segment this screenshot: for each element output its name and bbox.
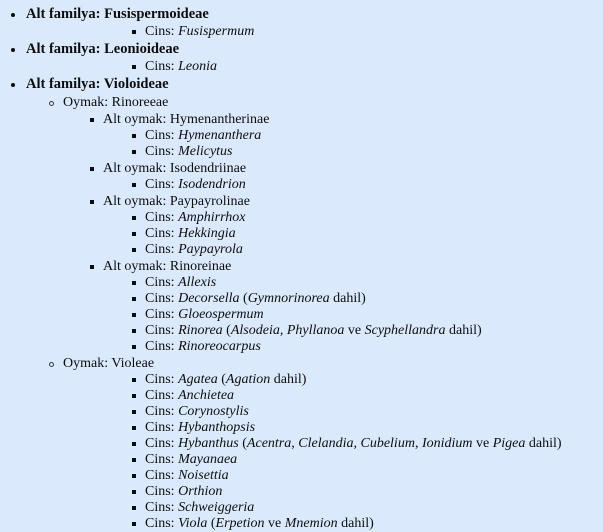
square-bullet-icon [132, 474, 136, 478]
synonym-name: Scyphellandra [364, 323, 446, 338]
synonym-name: Mnemion [284, 516, 338, 531]
taxon-item-genus [0, 323, 603, 339]
taxon-name: Paypayrola [178, 242, 243, 257]
taxon-name: Isodendrion [178, 177, 246, 192]
taxon-name: Hymenantherinae [169, 112, 270, 127]
taxon-rank-label: Cins: [145, 226, 175, 241]
taxon-rank-label: Cins: [145, 307, 175, 322]
taxon-name: Rinoreocarpus [178, 339, 261, 354]
taxon-rank-label: Cins: [145, 144, 175, 159]
taxon-name: Melicytus [178, 144, 233, 159]
taxon-name: Rinoreeae [111, 95, 169, 110]
taxon-subtree [0, 275, 603, 355]
square-bullet-icon [132, 394, 136, 398]
taxon-name: Agatea [178, 372, 218, 387]
taxon-item-genus [0, 210, 603, 226]
taxon-name: Anchietea [178, 388, 235, 403]
square-bullet-icon [132, 134, 136, 138]
taxon-rank-label: Cins: [145, 452, 175, 467]
square-bullet-icon [132, 506, 136, 510]
taxon-subtree [0, 111, 603, 355]
taxonomy-list [0, 5, 603, 532]
taxon-rank-label: Cins: [145, 484, 175, 499]
square-bullet-icon [132, 313, 136, 317]
taxon-item-genus [0, 226, 603, 242]
square-bullet-icon [132, 30, 136, 34]
taxon-sublist [0, 275, 603, 355]
taxon-rank-label: Cins: [145, 468, 175, 483]
taxon-name: Hybanthus [178, 436, 239, 451]
taxon-synonym-note: (Alsodeia, Phyllanoa ve Scyphellandra dahil) [226, 323, 482, 338]
taxon-rank-label: Alt familya: [26, 41, 101, 57]
synonym-name: Phyllanoa [286, 323, 345, 338]
square-bullet-icon [90, 265, 94, 269]
taxon-rank-label: Cins: [145, 436, 175, 451]
taxon-item-subtribe [0, 258, 603, 275]
taxon-synonym-note: (Erpetion ve Mnemion dahil) [210, 516, 374, 531]
square-bullet-icon [132, 410, 136, 414]
square-bullet-icon [132, 281, 136, 285]
square-bullet-icon [90, 167, 94, 171]
synonym-name: Erpetion [215, 516, 265, 531]
taxon-item-genus [0, 452, 603, 468]
taxon-name: Gloeospermum [178, 307, 264, 322]
taxon-synonym-note: (Acentra, Clelandia, Cubelium, Ionidium ve Pigea dahil) [242, 436, 562, 451]
taxon-name: Hybanthopsis [178, 420, 256, 435]
synonym-note-suffix: dahil [448, 323, 477, 338]
synonym-name: Clelandia [298, 436, 354, 451]
square-bullet-icon [132, 248, 136, 252]
taxon-sublist [0, 210, 603, 258]
square-bullet-icon [132, 183, 136, 187]
taxon-item-genus [0, 468, 603, 484]
taxon-rank-label: Cins: [145, 500, 175, 515]
taxon-name: Rinorea [178, 323, 223, 338]
square-bullet-icon [132, 522, 136, 526]
synonym-name: Acentra [246, 436, 292, 451]
taxon-item-subfamily [0, 75, 603, 94]
synonym-name: Gymnorinorea [247, 291, 330, 306]
taxon-item-genus [0, 500, 603, 516]
taxon-synonym-note: (Gymnorinorea dahil) [243, 291, 366, 306]
taxon-rank-label: Cins: [145, 420, 175, 435]
synonym-name: Agation [225, 372, 271, 387]
square-bullet-icon [132, 378, 136, 382]
taxon-subtree [0, 177, 603, 193]
taxon-item-genus [0, 436, 603, 452]
circle-bullet-icon [49, 101, 54, 106]
synonym-name: Alsodeia [230, 323, 280, 338]
taxon-sublist [0, 128, 603, 160]
taxon-sublist [0, 372, 603, 532]
taxon-item-genus [0, 404, 603, 420]
taxon-item-subtribe [0, 160, 603, 177]
taxon-subtree [0, 94, 603, 532]
taxon-name: Schweiggeria [178, 500, 255, 515]
taxon-name: Violoideae [103, 76, 169, 92]
taxon-item-genus [0, 275, 603, 291]
taxon-name: Orthion [178, 484, 223, 499]
taxon-name: Leonia [178, 59, 217, 74]
taxon-rank-label: Alt familya: [26, 6, 101, 22]
taxon-item-genus [0, 291, 603, 307]
synonym-note-suffix: dahil [528, 436, 557, 451]
taxon-rank-label: Alt oymak: [103, 161, 167, 176]
taxon-rank-label: Oymak: [63, 356, 109, 371]
circle-bullet-icon [49, 362, 54, 367]
taxon-name: Paypayrolinae [169, 194, 250, 209]
synonym-note-suffix: dahil [333, 291, 362, 306]
taxon-synonym-note: (Agation dahil) [221, 372, 307, 387]
taxon-item-genus [0, 484, 603, 500]
synonym-note-suffix: dahil [273, 372, 302, 387]
taxon-name: Decorsella [178, 291, 240, 306]
taxon-name: Noisettia [178, 468, 229, 483]
square-bullet-icon [132, 442, 136, 446]
taxon-subtree [0, 59, 603, 75]
taxon-name: Fusispermum [178, 24, 255, 39]
taxon-name: Amphirrhox [178, 210, 246, 225]
taxon-name: Violeae [111, 356, 155, 371]
square-bullet-icon [132, 426, 136, 430]
synonym-name: Pigea [492, 436, 526, 451]
taxon-name: Leonioideae [104, 41, 180, 57]
square-bullet-icon [132, 345, 136, 349]
taxon-item-genus [0, 177, 603, 193]
taxon-rank-label: Cins: [145, 59, 175, 74]
taxon-rank-label: Cins: [145, 323, 175, 338]
taxon-name: Isodendriinae [169, 161, 247, 176]
disc-bullet-icon [11, 13, 15, 17]
taxon-rank-label: Alt oymak: [103, 259, 167, 274]
disc-bullet-icon [11, 83, 15, 87]
taxon-rank-label: Cins: [145, 404, 175, 419]
taxon-item-genus [0, 388, 603, 404]
taxon-name: Rinoreinae [169, 259, 232, 274]
taxon-rank-label: Oymak: [63, 95, 109, 110]
taxon-name: Hekkingia [178, 226, 236, 241]
taxon-rank-label: Cins: [145, 177, 175, 192]
taxon-item-genus [0, 144, 603, 160]
taxon-rank-label: Alt oymak: [103, 112, 167, 127]
synonym-name: Cubelium [360, 436, 415, 451]
square-bullet-icon [132, 65, 136, 69]
taxon-item-genus [0, 307, 603, 323]
taxon-name: Mayanaea [178, 452, 238, 467]
taxon-item-subfamily [0, 5, 603, 24]
taxon-subtree [0, 24, 603, 40]
taxon-subtree [0, 372, 603, 532]
taxon-rank-label: Cins: [145, 516, 175, 531]
taxon-rank-label: Cins: [145, 339, 175, 354]
taxon-rank-label: Alt familya: [26, 76, 101, 92]
taxon-item-genus [0, 128, 603, 144]
taxon-rank-label: Cins: [145, 388, 175, 403]
taxon-item-genus [0, 59, 603, 75]
synonym-note-suffix: dahil [341, 516, 370, 531]
taxon-rank-label: Cins: [145, 291, 175, 306]
taxon-rank-label: Cins: [145, 210, 175, 225]
disc-bullet-icon [11, 48, 15, 52]
square-bullet-icon [132, 458, 136, 462]
taxon-item-genus [0, 24, 603, 40]
taxon-rank-label: Cins: [145, 372, 175, 387]
square-bullet-icon [90, 200, 94, 204]
taxon-item-genus [0, 516, 603, 532]
taxon-rank-label: Cins: [145, 128, 175, 143]
taxon-subtree [0, 128, 603, 160]
taxon-sublist [0, 94, 603, 532]
taxon-item-subtribe [0, 111, 603, 128]
taxon-item-subfamily [0, 40, 603, 59]
taxon-rank-label: Cins: [145, 242, 175, 257]
taxon-sublist [0, 24, 603, 40]
taxon-name: Fusispermoideae [104, 6, 209, 22]
taxon-subtree [0, 210, 603, 258]
taxon-item-genus [0, 242, 603, 258]
taxon-name: Hymenanthera [178, 128, 262, 143]
taxon-item-tribe [0, 94, 603, 111]
taxon-item-genus [0, 339, 603, 355]
synonym-name: Ionidium [421, 436, 473, 451]
taxon-item-genus [0, 372, 603, 388]
taxon-item-tribe [0, 355, 603, 372]
taxon-sublist [0, 177, 603, 193]
taxon-item-genus [0, 420, 603, 436]
taxon-sublist [0, 111, 603, 355]
taxon-name: Viola [178, 516, 208, 531]
square-bullet-icon [132, 150, 136, 154]
taxon-name: Corynostylis [178, 404, 249, 419]
taxon-item-subtribe [0, 193, 603, 210]
taxon-rank-label: Cins: [145, 24, 175, 39]
taxon-name: Allexis [178, 275, 217, 290]
square-bullet-icon [132, 232, 136, 236]
square-bullet-icon [132, 216, 136, 220]
square-bullet-icon [132, 329, 136, 333]
taxon-rank-label: Alt oymak: [103, 194, 167, 209]
taxon-rank-label: Cins: [145, 275, 175, 290]
square-bullet-icon [132, 297, 136, 301]
square-bullet-icon [132, 490, 136, 494]
square-bullet-icon [90, 118, 94, 122]
taxon-sublist [0, 59, 603, 75]
